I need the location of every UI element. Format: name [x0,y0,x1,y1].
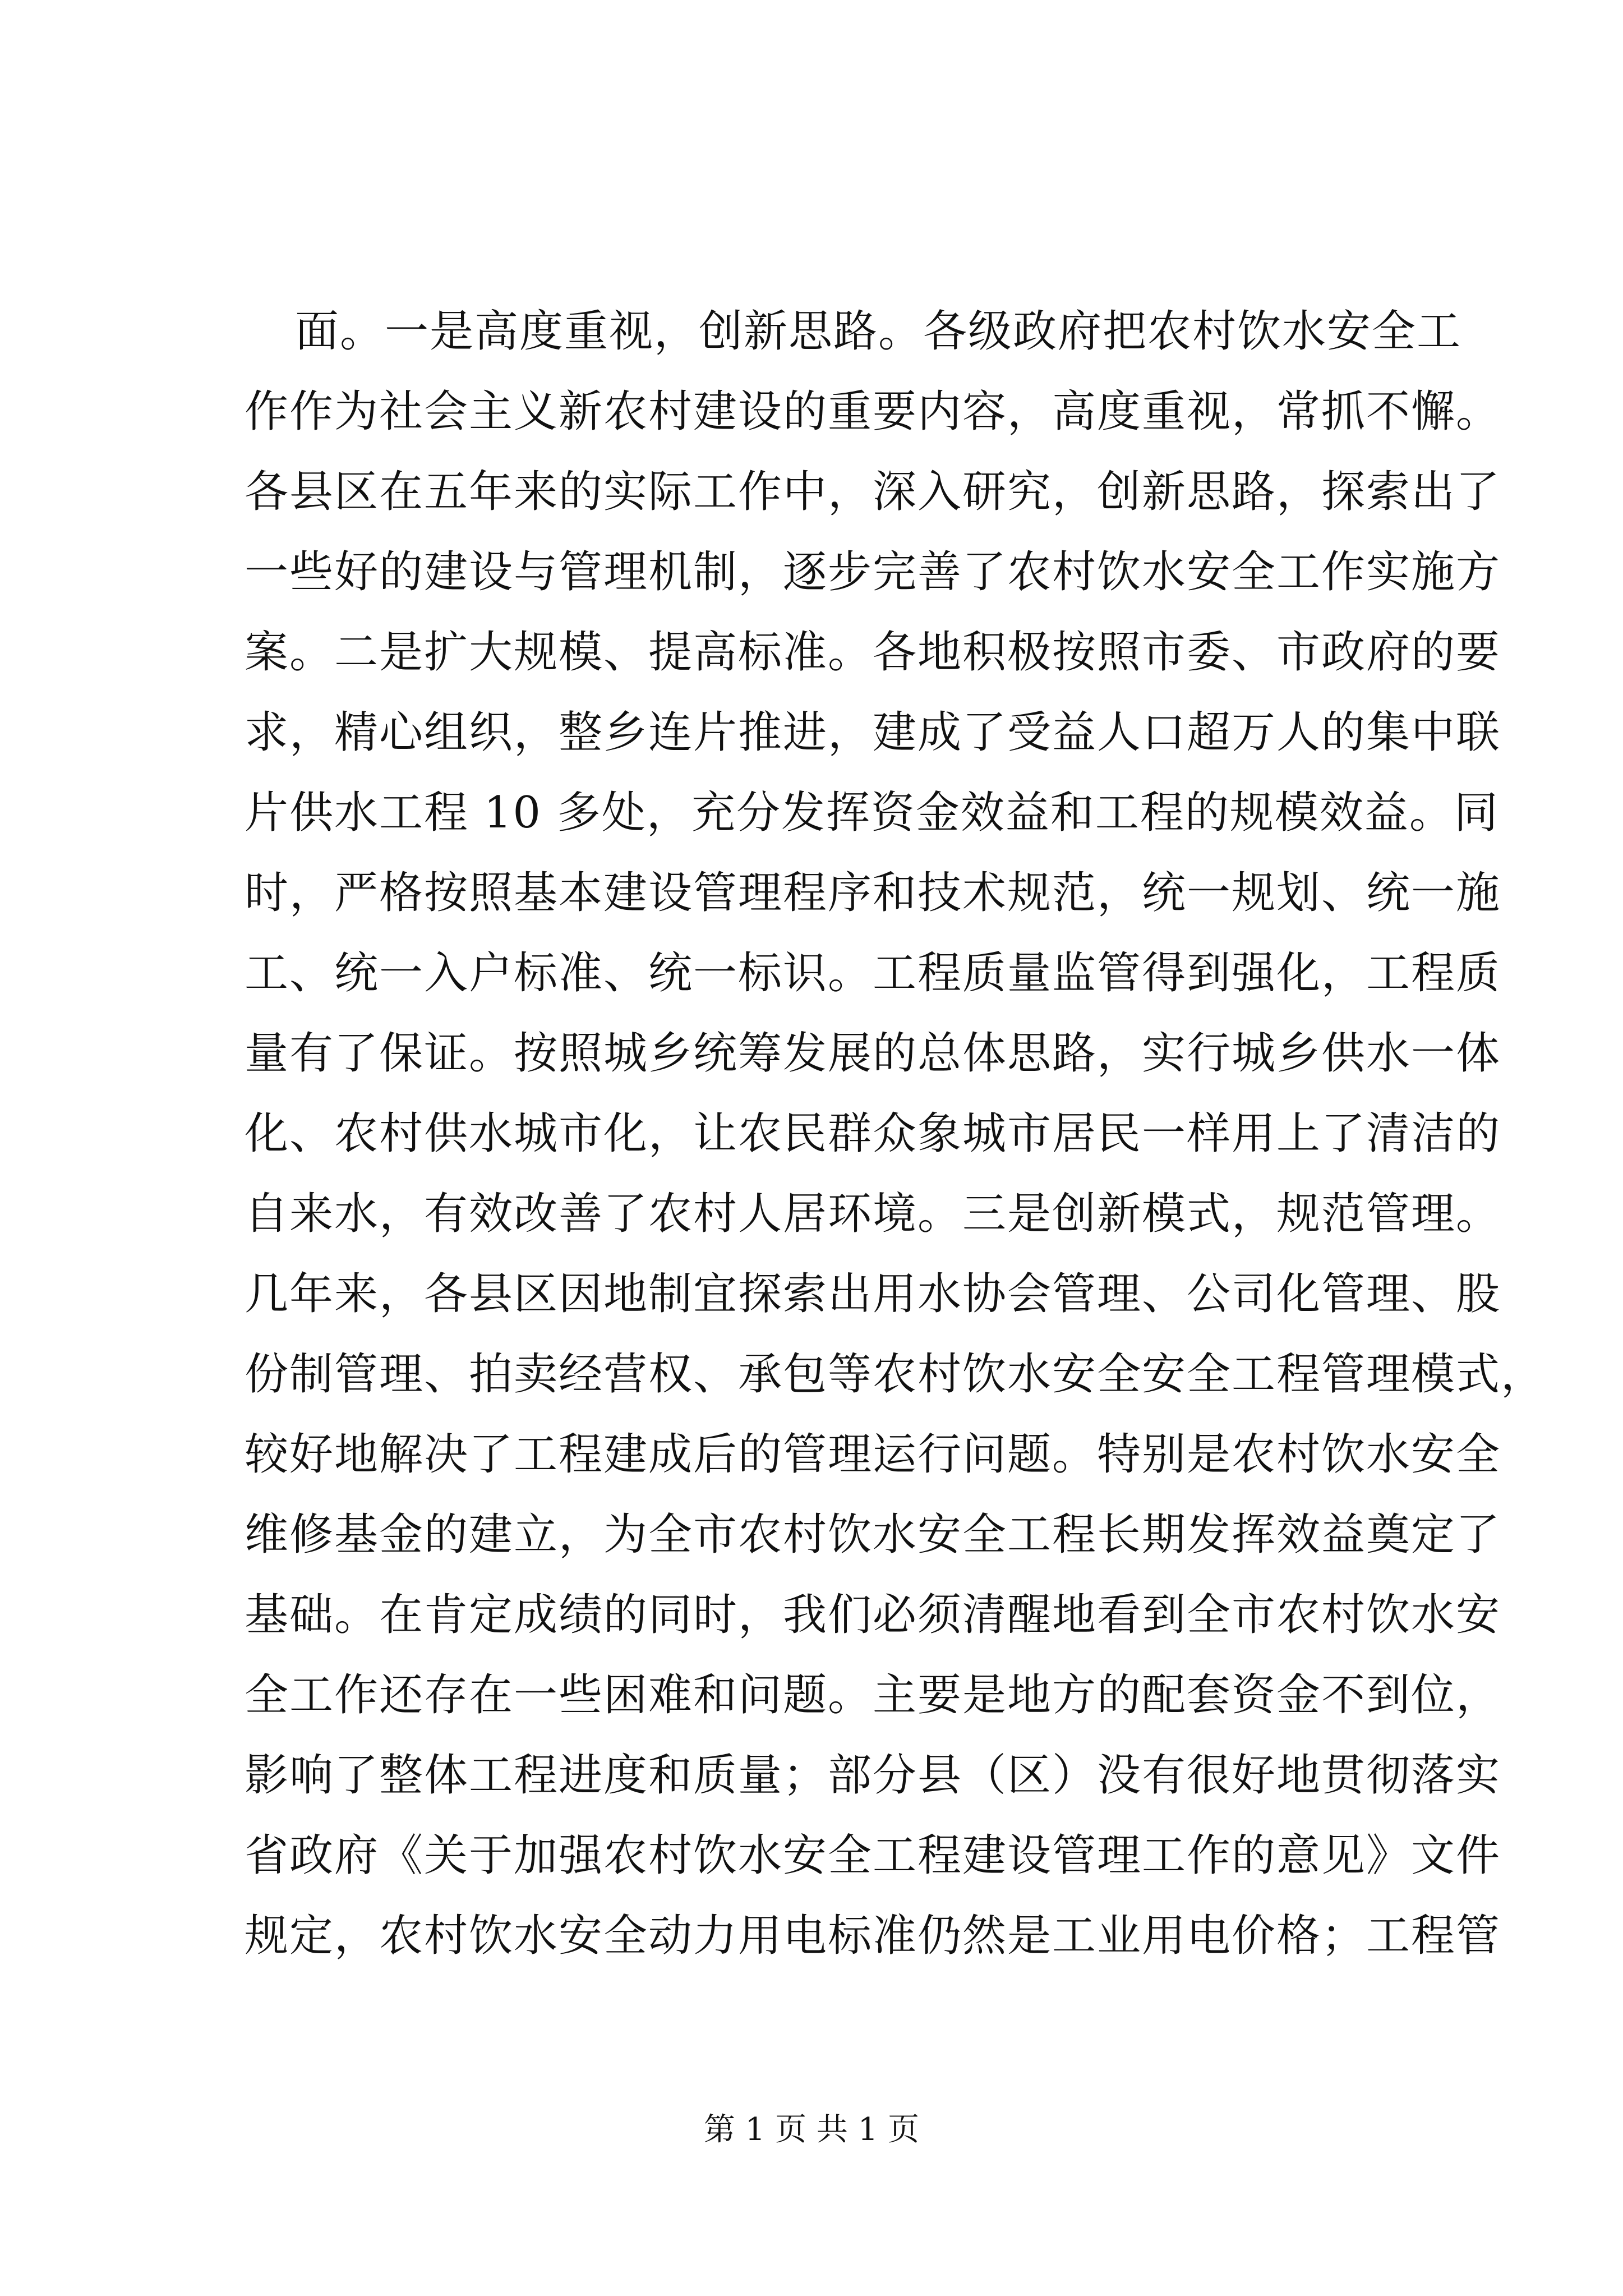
text-line: 基础。在肯定成绩的同时，我们必须清醒地看到全市农村饮水安 [245,1590,1501,1640]
text-line: 量有了保证。按照城乡统筹发展的总体思路，实行城乡供水一体 [245,1028,1501,1079]
text-line: 各县区在五年来的实际工作中，深入研究，创新思路，探索出了 [245,467,1501,517]
page-footer [0,2110,1623,2150]
body-text [245,292,1546,1976]
text-line: 一些好的建设与管理机制，逐步完善了农村饮水安全工作实施方 [245,547,1501,597]
text-line: 规定，农村饮水安全动力用电标准仍然是工业用电价格；工程管 [245,1911,1501,1961]
text-line: 作作为社会主义新农村建设的重要内容，高度重视，常抓不懈。 [245,386,1501,437]
text-line: 较好地解决了工程建成后的管理运行问题。特别是农村饮水安全 [245,1429,1501,1480]
page-number-label: 第 1 页 共 1 页 [703,2111,920,2148]
text-line: 维修基金的建立，为全市农村饮水安全工程长期发挥效益奠定了 [245,1510,1501,1560]
text-line: 工、统一入户标准、统一标识。工程质量监管得到强化，工程质 [245,948,1501,999]
text-line: 时，严格按照基本建设管理程序和技术规范，统一规划、统一施 [245,868,1501,918]
text-line: 面。一是高度重视，创新思路。各级政府把农村饮水安全工 [295,306,1462,357]
text-line: 求，精心组织，整乡连片推进，建成了受益人口超万人的集中联 [245,707,1501,758]
text-line: 全工作还存在一些困难和问题。主要是地方的配套资金不到位， [245,1670,1501,1720]
text-line: 影响了整体工程进度和质量；部分县（区）没有很好地贯彻落实 [245,1750,1501,1801]
text-line: 片供水工程 10 多处，充分发挥资金效益和工程的规模效益。同 [245,788,1499,838]
text-line: 案。二是扩大规模、提高标准。各地积极按照市委、市政府的要 [245,627,1501,678]
text-line: 份制管理、拍卖经营权、承包等农村饮水安全安全工程管理模式， [245,1349,1546,1400]
text-line: 化、农村供水城市化，让农民群众象城市居民一样用上了清洁的 [245,1108,1501,1159]
text-line: 省政府《关于加强农村饮水安全工程建设管理工作的意见》文件 [245,1830,1501,1881]
text-line: 自来水，有效改善了农村人居环境。三是创新模式，规范管理。 [245,1189,1501,1239]
text-line: 几年来，各县区因地制宜探索出用水协会管理、公司化管理、股 [245,1269,1501,1319]
